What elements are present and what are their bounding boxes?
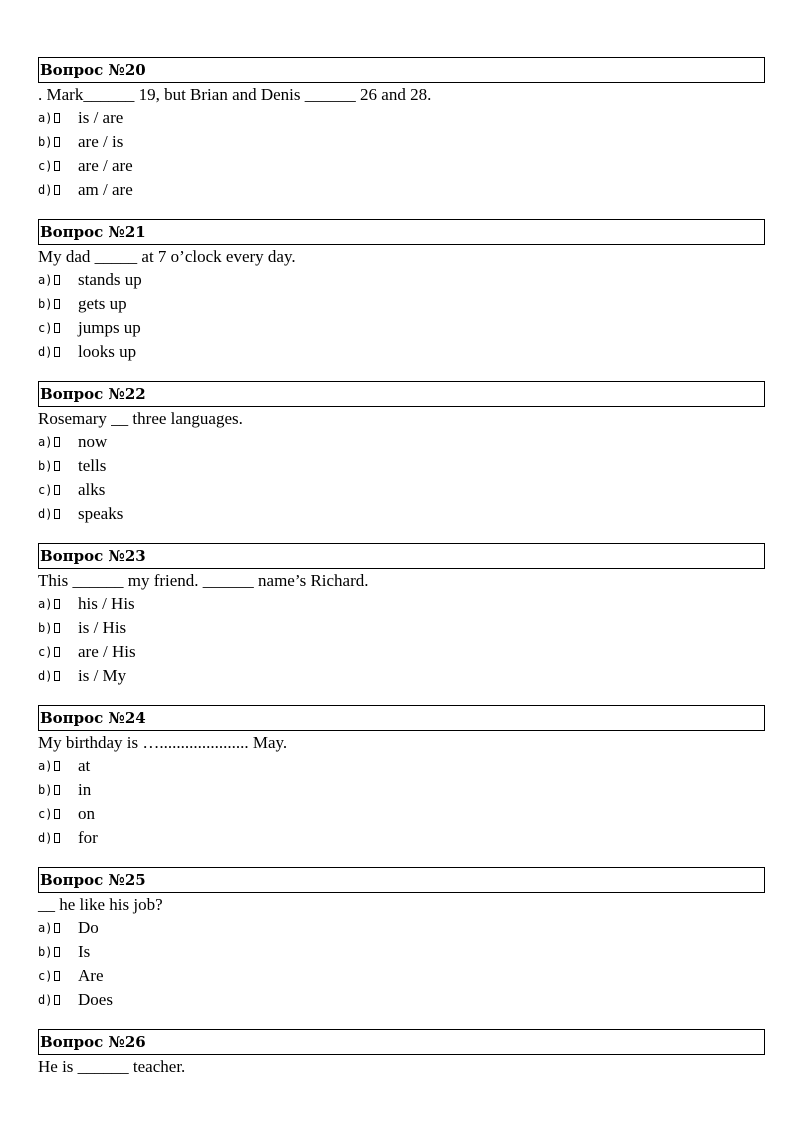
question-title: Вопрос №26 bbox=[38, 1029, 765, 1055]
option-text: Do bbox=[78, 918, 99, 937]
option-text: is / are bbox=[78, 108, 124, 127]
checkbox-icon[interactable] bbox=[54, 485, 60, 495]
answer-option[interactable] bbox=[38, 940, 765, 964]
answer-option[interactable] bbox=[38, 592, 765, 616]
option-text: is / My bbox=[78, 666, 127, 685]
checkbox-icon[interactable] bbox=[54, 761, 60, 771]
checkbox-icon[interactable] bbox=[54, 623, 60, 633]
checkbox-icon[interactable] bbox=[54, 785, 60, 795]
question-block bbox=[38, 1029, 765, 1078]
question-title: Вопрос №23 bbox=[38, 543, 765, 569]
option-text: stands up bbox=[78, 270, 142, 289]
checkbox-icon[interactable] bbox=[54, 461, 60, 471]
answer-options bbox=[38, 754, 765, 850]
checkbox-icon[interactable] bbox=[54, 185, 60, 195]
option-letter: a) bbox=[38, 759, 53, 773]
question-block bbox=[38, 219, 765, 364]
answer-options bbox=[38, 106, 765, 202]
question-text: This ______ my friend. ______ name’s Richard. bbox=[38, 571, 369, 590]
option-letter: a) bbox=[38, 273, 53, 287]
option-text: am / are bbox=[78, 180, 133, 199]
option-text: are / are bbox=[78, 156, 133, 175]
option-letter: d) bbox=[38, 507, 53, 521]
option-text: looks up bbox=[78, 342, 137, 361]
question-block bbox=[38, 381, 765, 526]
option-letter: d) bbox=[38, 831, 53, 845]
option-text: Does bbox=[78, 990, 113, 1009]
answer-option[interactable] bbox=[38, 826, 765, 850]
option-text: Is bbox=[78, 942, 91, 961]
answer-option[interactable] bbox=[38, 178, 765, 202]
option-text: Are bbox=[78, 966, 104, 985]
option-letter: c) bbox=[38, 159, 53, 173]
option-text: is / His bbox=[78, 618, 127, 637]
checkbox-icon[interactable] bbox=[54, 509, 60, 519]
option-letter: b) bbox=[38, 621, 53, 635]
answer-option[interactable] bbox=[38, 802, 765, 826]
question-text: __ he like his job? bbox=[38, 895, 163, 914]
option-letter: b) bbox=[38, 297, 53, 311]
question-title: Вопрос №20 bbox=[38, 57, 765, 83]
answer-options bbox=[38, 430, 765, 526]
checkbox-icon[interactable] bbox=[54, 971, 60, 981]
answer-option[interactable] bbox=[38, 268, 765, 292]
question-block bbox=[38, 705, 765, 850]
question-text: He is ______ teacher. bbox=[38, 1057, 186, 1076]
answer-option[interactable] bbox=[38, 430, 765, 454]
checkbox-icon[interactable] bbox=[54, 923, 60, 933]
answer-option[interactable] bbox=[38, 988, 765, 1012]
question-block bbox=[38, 867, 765, 1012]
option-letter: c) bbox=[38, 807, 53, 821]
option-letter: c) bbox=[38, 969, 53, 983]
option-letter: a) bbox=[38, 435, 53, 449]
option-letter: b) bbox=[38, 783, 53, 797]
question-text: Rosemary __ three languages. bbox=[38, 409, 243, 428]
answer-option[interactable] bbox=[38, 616, 765, 640]
checkbox-icon[interactable] bbox=[54, 161, 60, 171]
answer-option[interactable] bbox=[38, 316, 765, 340]
answer-option[interactable] bbox=[38, 640, 765, 664]
option-letter: a) bbox=[38, 597, 53, 611]
option-text: his / His bbox=[78, 594, 135, 613]
option-letter: c) bbox=[38, 483, 53, 497]
checkbox-icon[interactable] bbox=[54, 275, 60, 285]
checkbox-icon[interactable] bbox=[54, 947, 60, 957]
answer-option[interactable] bbox=[38, 154, 765, 178]
option-text: tells bbox=[78, 456, 107, 475]
option-letter: d) bbox=[38, 993, 53, 1007]
answer-options bbox=[38, 268, 765, 364]
checkbox-icon[interactable] bbox=[54, 347, 60, 357]
option-text: speaks bbox=[78, 504, 124, 523]
option-letter: c) bbox=[38, 645, 53, 659]
checkbox-icon[interactable] bbox=[54, 647, 60, 657]
option-text: in bbox=[78, 780, 92, 799]
answer-option[interactable] bbox=[38, 964, 765, 988]
answer-options bbox=[38, 916, 765, 1012]
answer-option[interactable] bbox=[38, 106, 765, 130]
option-text: alks bbox=[78, 480, 106, 499]
answer-options bbox=[38, 592, 765, 688]
question-title: Вопрос №25 bbox=[38, 867, 765, 893]
question-title: Вопрос №21 bbox=[38, 219, 765, 245]
checkbox-icon[interactable] bbox=[54, 995, 60, 1005]
question-title: Вопрос №22 bbox=[38, 381, 765, 407]
option-letter: b) bbox=[38, 945, 53, 959]
option-letter: a) bbox=[38, 921, 53, 935]
checkbox-icon[interactable] bbox=[54, 137, 60, 147]
answer-option[interactable] bbox=[38, 664, 765, 688]
question-block bbox=[38, 543, 765, 688]
option-text: are / His bbox=[78, 642, 136, 661]
option-text: for bbox=[78, 828, 98, 847]
question-title: Вопрос №24 bbox=[38, 705, 765, 731]
checkbox-icon[interactable] bbox=[54, 671, 60, 681]
option-text: gets up bbox=[78, 294, 127, 313]
checkbox-icon[interactable] bbox=[54, 113, 60, 123]
answer-option[interactable] bbox=[38, 292, 765, 316]
option-letter: b) bbox=[38, 135, 53, 149]
option-letter: a) bbox=[38, 111, 53, 125]
answer-option[interactable] bbox=[38, 754, 765, 778]
question-text: My birthday is …..................... May. bbox=[38, 733, 288, 752]
answer-option[interactable] bbox=[38, 778, 765, 802]
question-list bbox=[38, 57, 765, 1095]
option-letter: b) bbox=[38, 459, 53, 473]
checkbox-icon[interactable] bbox=[54, 599, 60, 609]
answer-option[interactable] bbox=[38, 454, 765, 478]
answer-option[interactable] bbox=[38, 502, 765, 526]
option-letter: d) bbox=[38, 183, 53, 197]
option-letter: c) bbox=[38, 321, 53, 335]
answer-option[interactable] bbox=[38, 340, 765, 364]
question-text: . Mark______ 19, but Brian and Denis ______ 26 and 28. bbox=[38, 85, 432, 104]
question-block bbox=[38, 57, 765, 202]
checkbox-icon[interactable] bbox=[54, 809, 60, 819]
answer-option[interactable] bbox=[38, 478, 765, 502]
option-text: on bbox=[78, 804, 95, 823]
option-text: are / is bbox=[78, 132, 124, 151]
checkbox-icon[interactable] bbox=[54, 299, 60, 309]
answer-option[interactable] bbox=[38, 916, 765, 940]
question-text: My dad _____ at 7 o’clock every day. bbox=[38, 247, 296, 266]
option-text: now bbox=[78, 432, 108, 451]
option-text: at bbox=[78, 756, 91, 775]
checkbox-icon[interactable] bbox=[54, 437, 60, 447]
checkbox-icon[interactable] bbox=[54, 833, 60, 843]
option-text: jumps up bbox=[78, 318, 141, 337]
option-letter: d) bbox=[38, 669, 53, 683]
checkbox-icon[interactable] bbox=[54, 323, 60, 333]
answer-option[interactable] bbox=[38, 130, 765, 154]
option-letter: d) bbox=[38, 345, 53, 359]
